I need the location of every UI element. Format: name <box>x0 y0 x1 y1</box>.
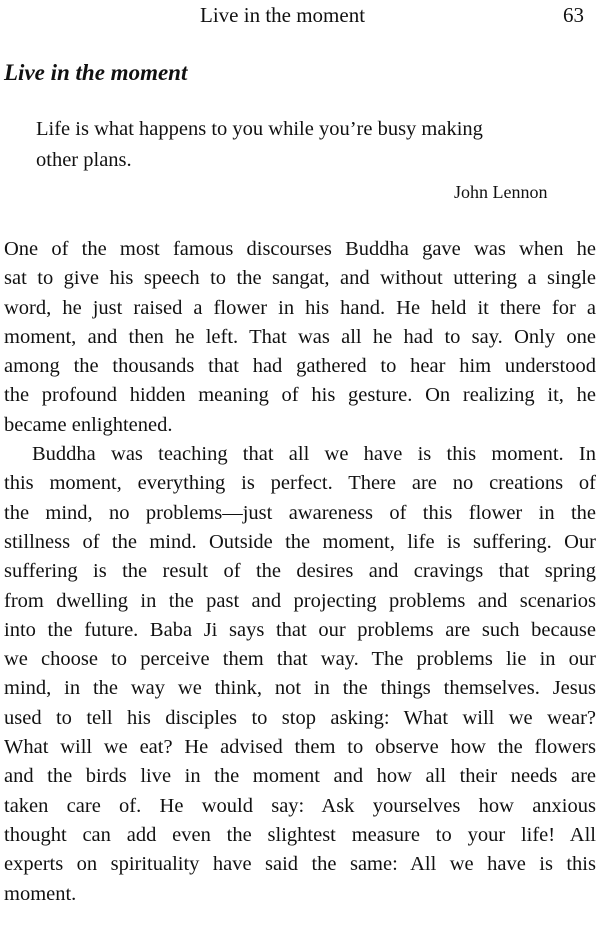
text-line: moment, and then he left. That was all he had to say. Only one <box>4 325 596 348</box>
text-line: word, he just raised a flower in his hand. He held it there for a <box>4 296 596 319</box>
text-line: became enlightened. <box>4 413 173 436</box>
text-line: experts on spirituality have said the same: All we have is this <box>4 853 596 876</box>
text-line: moment. <box>4 882 77 905</box>
text-line: the mind, no problems—just awareness of this flower in the <box>4 501 596 524</box>
page-number: 63 <box>563 3 584 27</box>
text-line: Buddha was teaching that all we have is this moment. In <box>32 443 596 466</box>
text-line: we choose to perceive them that way. The problems lie in our <box>4 648 596 671</box>
paragraph-1 <box>4 235 596 440</box>
paragraph-2 <box>4 440 596 909</box>
text-line: and the birds live in the moment and how all their needs are <box>4 765 596 788</box>
section-heading: Live in the moment <box>4 60 188 85</box>
text-line: from dwelling in the past and projecting problems and scenarios <box>4 589 596 612</box>
text-line: used to tell his disciples to stop asking: What will we wear? <box>4 706 596 729</box>
epigraph-quote-line: Life is what happens to you while you’re busy making <box>36 118 483 140</box>
text-line: suffering is the result of the desires and cravings that spring <box>4 560 596 583</box>
text-line: stillness of the mind. Outside the moment, life is suffering. Our <box>4 530 596 553</box>
text-line: sat to give his speech to the sangat, and without uttering a single <box>4 267 596 290</box>
epigraph <box>36 114 576 202</box>
text-line: taken care of. He would say: Ask yourselves how anxious <box>4 794 596 817</box>
text-line: this moment, everything is perfect. There are no creations of <box>4 472 596 495</box>
text-line: One of the most famous discourses Buddha gave was when he <box>4 238 596 260</box>
text-line: What will we eat? He advised them to observe how the flowers <box>4 736 596 759</box>
running-title: Live in the moment <box>200 3 366 27</box>
epigraph-quote <box>36 114 566 176</box>
text-line: the profound hidden meaning of his gesture. On realizing it, he <box>4 384 596 407</box>
text-line: thought can add even the slightest measure to your life! All <box>4 823 596 846</box>
text-line: mind, in the way we think, not in the things themselves. Jesus <box>4 677 596 700</box>
text-line: into the future. Baba Ji says that our problems are such because <box>4 618 596 641</box>
running-header <box>0 2 600 32</box>
epigraph-quote-line: other plans. <box>36 149 132 171</box>
epigraph-author: John Lennon <box>454 182 548 202</box>
body-text <box>4 235 596 909</box>
text-line: among the thousands that had gathered to hear him understood <box>4 355 596 378</box>
